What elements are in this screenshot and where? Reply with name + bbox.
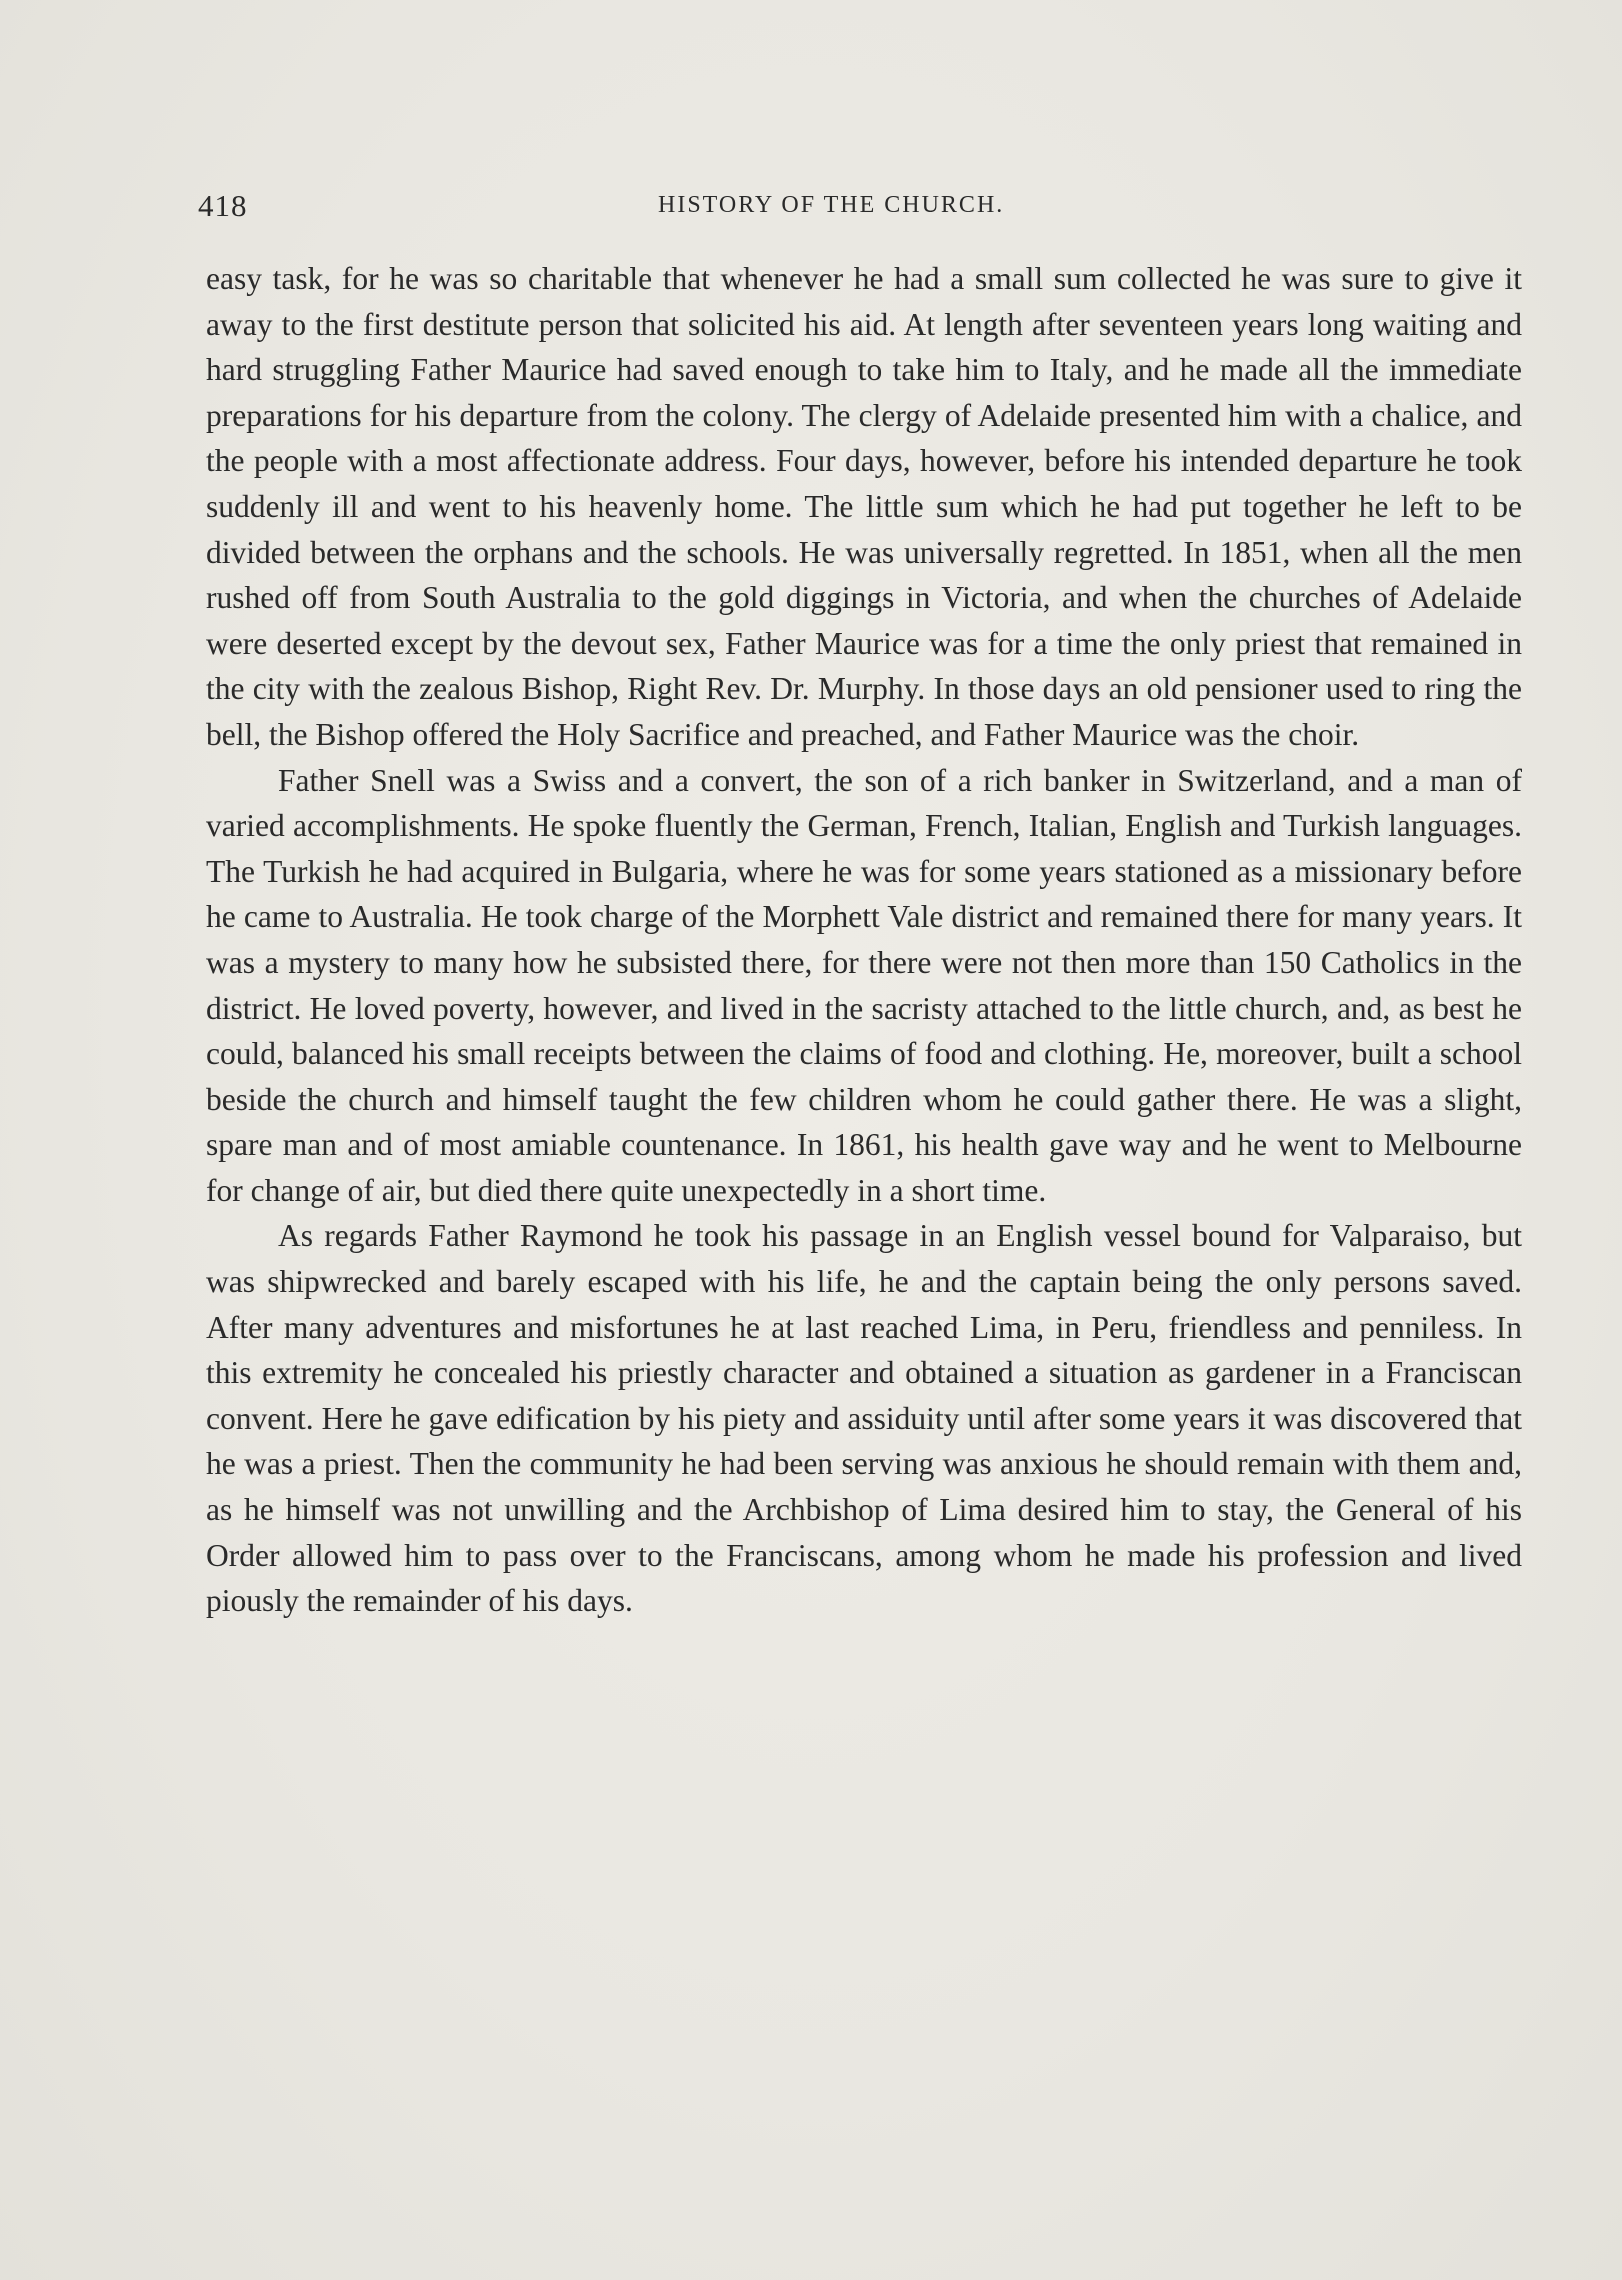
body-text — [206, 256, 1522, 1624]
page-number: 418 — [198, 188, 248, 223]
paragraph-continued: easy task, for he was so charitable that whenever he had a small sum collected he was sure to give it away to the first destitute person that solicited his aid. At length after seventeen years long waiting and hard struggling Father Maurice had saved enough to take him to Italy, and he made all the immediate preparations for his departure from the colony. The clergy of Adelaide presented him with a chalice, and the people with a most affectionate address. Four days, however, before his intended departure he took suddenly ill and went to his heavenly home. The little sum which he had put together he left to be divided between the orphans and the schools. He was universally regretted. In 1851, when all the men rushed off from South Australia to the gold diggings in Victoria, and when the churches of Adelaide were deserted except by the devout sex, Father Maurice was for a time the only priest that remained in the city with the zealous Bishop, Right Rev. Dr. Murphy. In those days an old pensioner used to ring the bell, the Bishop offered the Holy Sacrifice and preached, and Father Maurice was the choir. — [206, 261, 1522, 752]
paragraph-father-snell: Father Snell was a Swiss and a convert, the son of a rich banker in Switzerland, and a man of varied accomplishments. He spoke fluently the German, French, Italian, English and Turkish languages. The Turkish he had acquired in Bulgaria, where he was for some years stationed as a missionary before he came to Australia. He took charge of the Morphett Vale district and remained there for many years. It was a mystery to many how he subsisted there, for there were not then more than 150 Catholics in the district. He loved poverty, however, and lived in the sacristy attached to the little church, and, as best he could, balanced his small receipts between the claims of food and clothing. He, moreover, built a school beside the church and himself taught the few children whom he could gather there. He was a slight, spare man and of most amiable countenance. In 1861, his health gave way and he went to Melbourne for change of air, but died there quite unexpectedly in a short time. — [206, 762, 1522, 1208]
running-head — [198, 188, 1528, 228]
running-title: HISTORY OF THE CHURCH. — [658, 192, 1005, 218]
paragraph-father-raymond: As regards Father Raymond he took his passage in an English vessel bound for Valparaiso, but was shipwrecked and barely escaped with his life, he and the captain being the only persons saved. After many adventures and misfortunes he at last reached Lima, in Peru, friendless and penniless. In this extremity he concealed his priestly character and obtained a situation as gardener in a Franciscan convent. Here he gave edification by his piety and assiduity until after some years it was discovered that he was a priest. Then the community he had been serving was anxious he should remain with them and, as he himself was not unwilling and the Archbishop of Lima desired him to stay, the General of his Order allowed him to pass over to the Franciscans, among whom he made his profession and lived piously the remainder of his days. — [206, 1218, 1522, 1619]
